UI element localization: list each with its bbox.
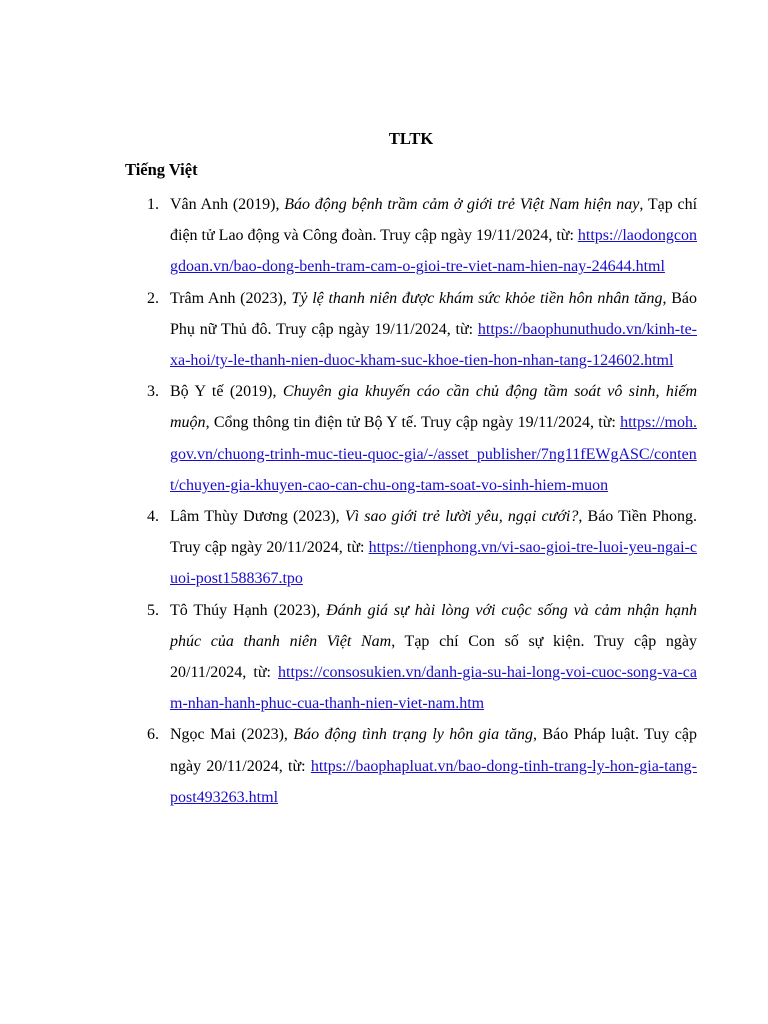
reference-details: , Báo Tiền Phong. Truy cập ngày 20/11/2024, từ: (170, 508, 698, 557)
reference-number: 2. (147, 289, 159, 307)
reference-link[interactable]: https://baophapluat.vn/bao-dong-tinh-trang-ly-hon-gia-tang-post493263.html (170, 757, 697, 806)
reference-author-year: Tô Thúy Hạnh (2023), (170, 601, 327, 619)
reference-title: Vì sao giới trẻ lười yêu, ngại cưới? (344, 508, 579, 526)
reference-details: , Báo Phụ nữ Thủ đô. Truy cập ngày 19/11/2024, từ: (170, 289, 697, 338)
section-heading: Tiếng Việt (125, 160, 198, 179)
reference-details: , Tạp chí Con số sự kiện. Truy cập ngày 20/11/2024, từ: (170, 632, 697, 682)
reference-details: , Tạp chí điện tử Lao động và Công đoàn. Truy cập ngày 19/11/2024, từ: (170, 196, 698, 245)
reference-list (125, 189, 697, 813)
reference-author-year: Lâm Thùy Dương (2023), (170, 508, 345, 526)
reference-link[interactable]: https://baophunuthudo.vn/kinh-te-xa-hoi/ty-le-thanh-nien-duoc-kham-suc-khoe-tien-hon-nhan-tang-124602.html (170, 320, 697, 370)
reference-title: Báo động bệnh trầm cảm ở giới trẻ Việt Nam hiện nay (284, 196, 640, 213)
reference-title: Tỷ lệ thanh niên được khám sức khỏe tiền hôn nhân tăng (291, 289, 663, 307)
reference-number: 5. (147, 601, 159, 619)
reference-link[interactable]: https://laodongcongdoan.vn/bao-dong-benh-tram-cam-o-gioi-tre-viet-nam-hien-nay-24644.html (170, 227, 697, 276)
reference-link[interactable]: https://consosukien.vn/danh-gia-su-hai-long-voi-cuoc-song-va-cam-nhan-hanh-phuc-cua-thanh-nien-viet-nam.htm (170, 664, 697, 713)
reference-details: , Báo Pháp luật. Tuy cập ngày 20/11/2024, từ: (170, 726, 698, 775)
reference-author-year: Ngọc Mai (2023), (170, 726, 294, 744)
reference-link[interactable]: https://moh.gov.vn/chuong-trinh-muc-tieu-quoc-gia/-/asset_publisher/7ng11fEWgASC/content/chuyen-gia-khuyen-cao-can-chu-ong-tam-soat-vo-sinh-hiem-muon (170, 414, 697, 494)
reference-item-3 (125, 376, 697, 501)
reference-link[interactable]: https://tienphong.vn/vi-sao-gioi-tre-luoi-yeu-ngai-cuoi-post1588367.tpo (170, 539, 697, 588)
reference-title: Chuyên gia khuyến cáo cần chủ động tầm soát vô sinh, hiếm muộn (170, 383, 697, 432)
reference-number: 1. (147, 196, 159, 213)
reference-number: 4. (147, 508, 159, 526)
reference-item-6 (125, 719, 697, 813)
reference-item-1 (125, 189, 697, 283)
reference-item-4 (125, 501, 697, 595)
reference-title: Đánh giá sự hài lòng với cuộc sống và cảm nhận hạnh phúc của thanh niên Việt Nam (170, 601, 697, 650)
reference-title: Báo động tình trạng ly hôn gia tăng (293, 726, 534, 744)
reference-number: 3. (147, 383, 159, 401)
reference-number: 6. (147, 726, 159, 744)
reference-item-2 (125, 283, 697, 377)
reference-author-year: Bộ Y tế (2019), (170, 383, 283, 401)
reference-author-year: Trâm Anh (2023), (170, 289, 292, 307)
reference-author-year: Vân Anh (2019), (170, 196, 285, 213)
reference-item-5 (125, 595, 697, 720)
reference-details: , Cổng thông tin điện tử Bộ Y tế. Truy cập ngày 19/11/2024, từ: (205, 414, 621, 432)
page-title: TLTK (388, 129, 434, 148)
